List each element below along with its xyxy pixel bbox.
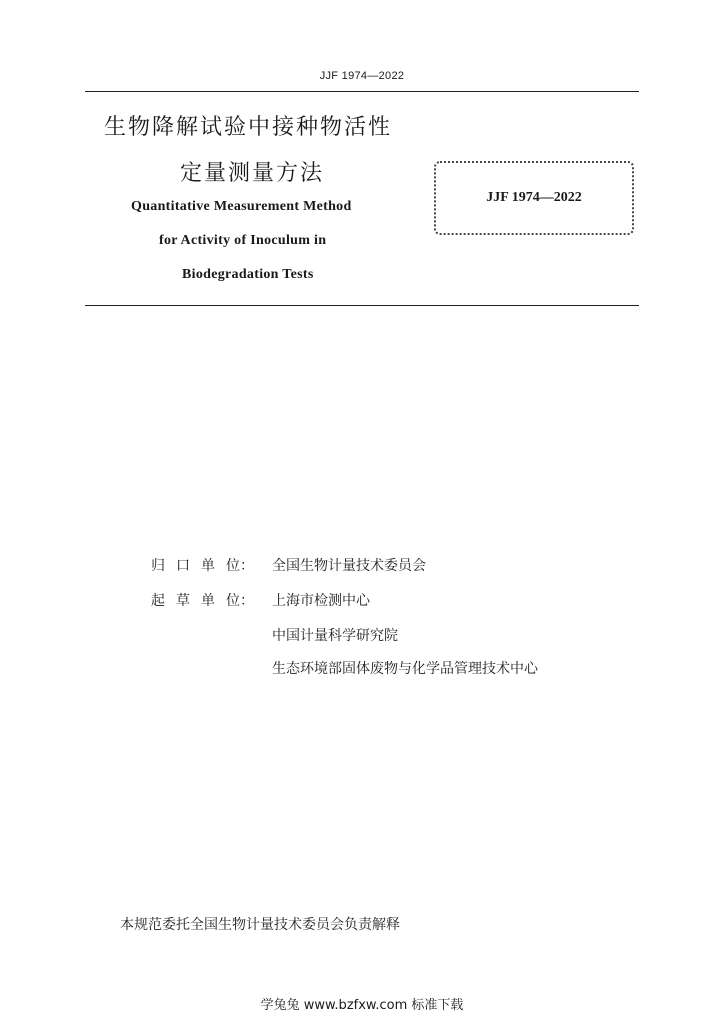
drafting-unit-2: 中国计量科学研究院 bbox=[272, 628, 398, 644]
title-english-line-1: Quantitative Measurement Method bbox=[131, 199, 352, 214]
title-english-line-3: Biodegradation Tests bbox=[182, 267, 314, 282]
responsible-unit-label: 归 口 单 位： bbox=[151, 558, 254, 574]
title-english-line-2: for Activity of Inoculum in bbox=[159, 233, 327, 248]
title-chinese-line-1: 生物降解试验中接种物活性 bbox=[104, 115, 393, 140]
header-divider bbox=[85, 91, 639, 92]
header-standard-code: JJF 1974—2022 bbox=[319, 70, 405, 82]
standard-code-box bbox=[434, 161, 634, 235]
title-divider bbox=[85, 305, 639, 306]
responsible-unit-value: 全国生物计量技术委员会 bbox=[272, 558, 426, 574]
standard-code-box-text: JJF 1974—2022 bbox=[486, 190, 582, 205]
interpretation-note: 本规范委托全国生物计量技术委员会负责解释 bbox=[120, 917, 400, 933]
download-watermark: 学兔兔 www.bzfxw.com 标准下载 bbox=[260, 998, 464, 1013]
drafting-unit-3: 生态环境部固体废物与化学品管理技术中心 bbox=[272, 661, 538, 677]
drafting-unit-1: 上海市检测中心 bbox=[272, 593, 370, 609]
title-chinese-line-2: 定量测量方法 bbox=[180, 161, 325, 186]
drafting-unit-label: 起 草 单 位： bbox=[151, 593, 254, 609]
